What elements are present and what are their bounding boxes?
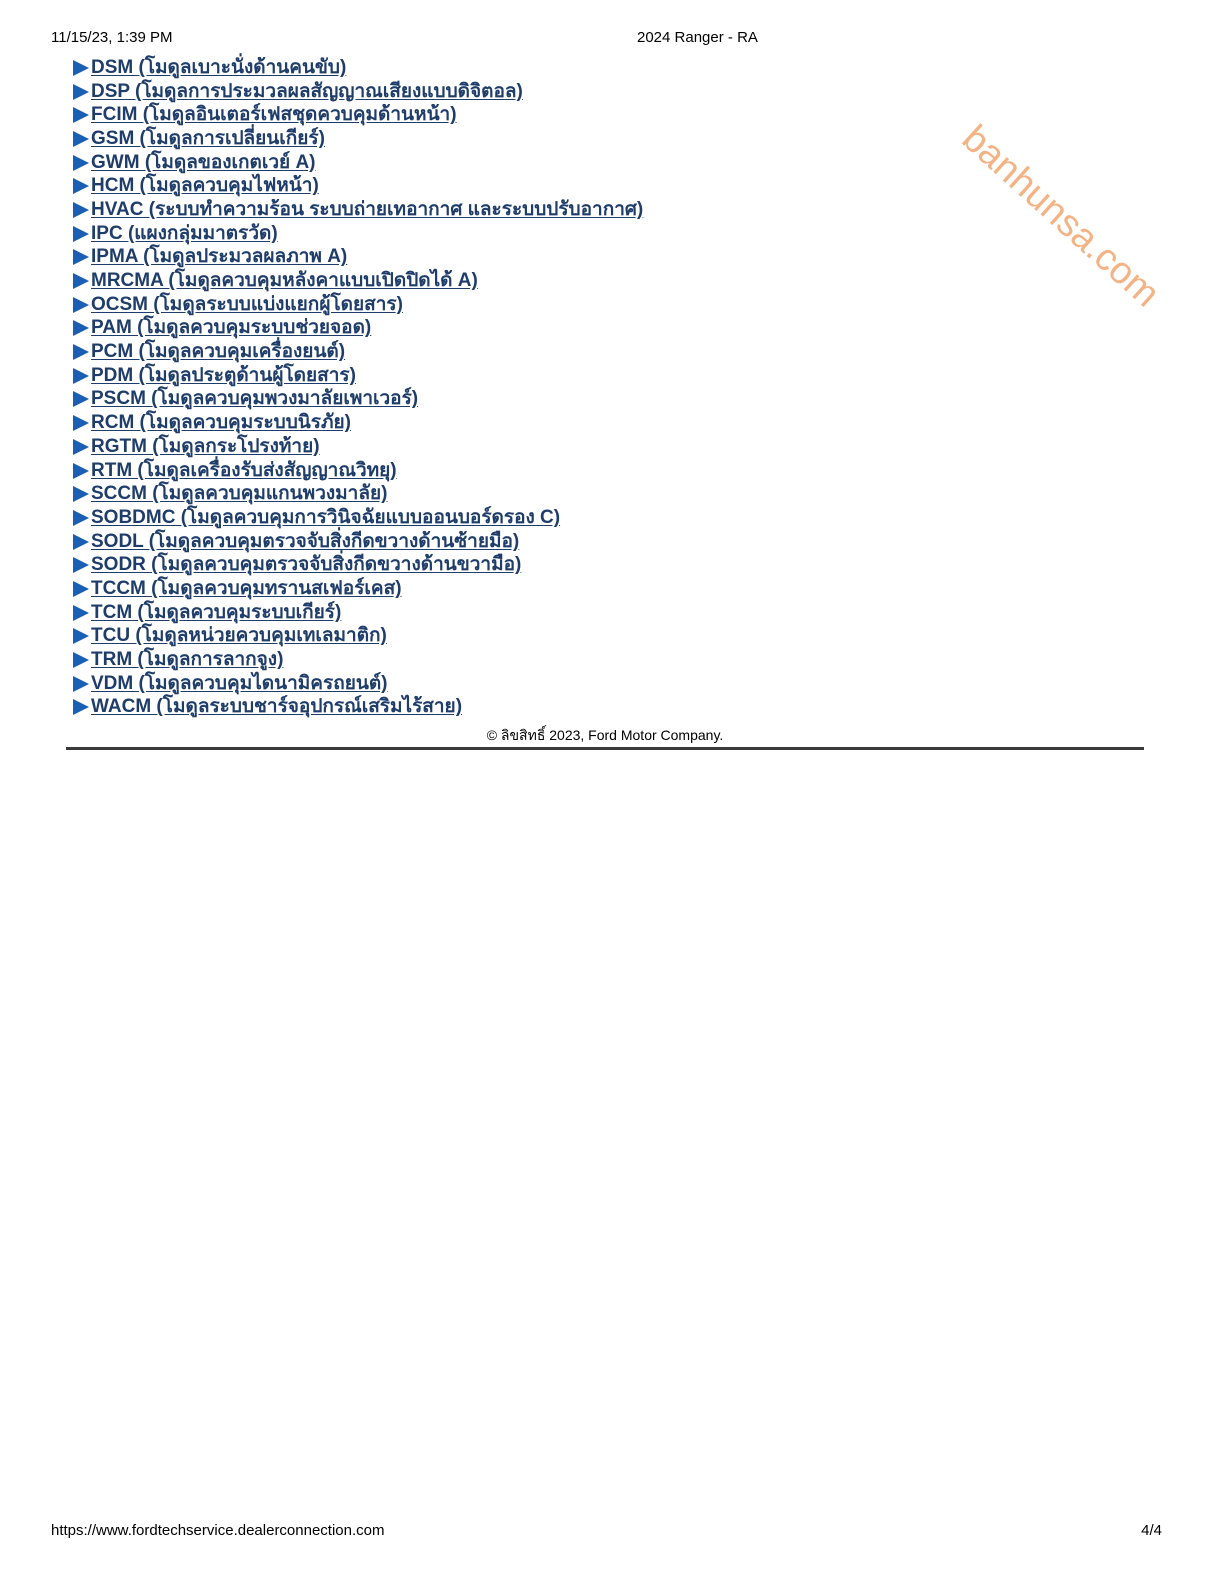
module-list-item [73,435,643,459]
module-list-item [73,151,643,175]
arrow-right-icon [73,391,89,407]
copyright-notice: © ลิขสิทธิ์ 2023, Ford Motor Company. [486,727,724,743]
module-link[interactable]: GWM (โมดูลของเกตเวย์ A) [91,151,316,173]
module-link[interactable]: RGTM (โมดูลกระโปรงท้าย) [91,435,320,457]
arrow-right-icon [73,155,89,171]
module-link[interactable]: RCM (โมดูลควบคุมระบบนิรภัย) [91,412,351,434]
arrow-right-icon [73,510,89,526]
module-link[interactable]: SOBDMC (โมดูลควบคุมการวินิจฉัยแบบออนบอร์ดรอง C) [91,506,561,528]
module-link[interactable]: IPMA (โมดูลประมวลผลภาพ A) [91,246,348,268]
module-list-item [73,625,643,649]
arrow-right-icon [73,273,89,289]
arrow-right-icon [73,605,89,621]
module-list-item [73,553,643,577]
module-list-item [73,246,643,270]
module-list-item [73,80,643,104]
module-link[interactable]: SCCM (โมดูลควบคุมแกนพวงมาลัย) [91,483,388,505]
arrow-right-icon [73,439,89,455]
module-list-item [73,198,643,222]
module-list-item [73,174,643,198]
module-list-item [73,340,643,364]
arrow-right-icon [73,297,89,313]
module-link[interactable]: PAM (โมดูลควบคุมระบบช่วยจอด) [91,317,372,339]
module-link[interactable]: TRM (โมดูลการลากจูง) [91,649,284,671]
module-list-item [73,56,643,80]
arrow-right-icon [73,107,89,123]
module-link[interactable]: SODR (โมดูลควบคุมตรวจจับสิ่งกีดขวางด้านขวามือ) [91,554,522,576]
print-page-number: 4/4 [1141,1522,1162,1539]
module-link[interactable]: FCIM (โมดูลอินเตอร์เฟสชุดควบคุมด้านหน้า) [91,104,457,126]
module-list-item [73,506,643,530]
module-link[interactable]: OCSM (โมดูลระบบแบ่งแยกผู้โดยสาร) [91,293,403,315]
module-list-item [73,317,643,341]
module-list-item [73,530,643,554]
module-list-item [73,577,643,601]
module-link[interactable]: SODL (โมดูลควบคุมตรวจจับสิ่งกีดขวางด้านซ้ายมือ) [91,530,520,552]
module-list-item [73,269,643,293]
module-list-item [73,696,643,720]
arrow-right-icon [73,415,89,431]
watermark: banhunsa.com [953,117,1168,316]
arrow-right-icon [73,202,89,218]
arrow-right-icon [73,652,89,668]
module-link[interactable]: WACM (โมดูลระบบชาร์จอุปกรณ์เสริมไร้สาย) [91,696,463,718]
arrow-right-icon [73,534,89,550]
print-datetime: 11/15/23, 1:39 PM [51,29,173,46]
module-link[interactable]: VDM (โมดูลควบคุมไดนามิครถยนต์) [91,672,388,694]
print-footer-url: https://www.fordtechservice.dealerconnection.com [51,1522,385,1539]
module-list-item [73,459,643,483]
module-list-item [73,672,643,696]
arrow-right-icon [73,84,89,100]
arrow-right-icon [73,226,89,242]
module-list-item [73,127,643,151]
module-list-item [73,411,643,435]
arrow-right-icon [73,699,89,715]
arrow-right-icon [73,178,89,194]
arrow-right-icon [73,249,89,265]
module-list-item [73,222,643,246]
module-link-list [73,56,643,719]
arrow-right-icon [73,628,89,644]
module-list-item [73,103,643,127]
module-link[interactable]: PSCM (โมดูลควบคุมพวงมาลัยเพาเวอร์) [91,388,419,410]
module-link[interactable]: GSM (โมดูลการเปลี่ยนเกียร์) [91,127,325,149]
module-link[interactable]: DSP (โมดูลการประมวลผลสัญญาณเสียงแบบดิจิตอล) [91,80,523,102]
arrow-right-icon [73,131,89,147]
module-list-item [73,601,643,625]
module-list-item [73,648,643,672]
module-link[interactable]: TCU (โมดูลหน่วยควบคุมเทเลมาติก) [91,625,387,647]
module-link[interactable]: DSM (โมดูลเบาะนั่งด้านคนขับ) [91,56,347,78]
module-link[interactable]: PDM (โมดูลประตูด้านผู้โดยสาร) [91,364,356,386]
module-link[interactable]: IPC (แผงกลุ่มมาตรวัด) [91,222,278,244]
arrow-right-icon [73,60,89,76]
arrow-right-icon [73,320,89,336]
module-link[interactable]: PCM (โมดูลควบคุมเครื่องยนต์) [91,341,346,363]
module-list-item [73,388,643,412]
arrow-right-icon [73,463,89,479]
arrow-right-icon [73,676,89,692]
module-link[interactable]: RTM (โมดูลเครื่องรับส่งสัญญาณวิทยุ) [91,459,397,481]
module-list-item [73,364,643,388]
module-link[interactable]: MRCMA (โมดูลควบคุมหลังคาแบบเปิดปิดได้ A) [91,270,478,292]
arrow-right-icon [73,368,89,384]
module-list-item [73,482,643,506]
arrow-right-icon [73,486,89,502]
module-link[interactable]: TCM (โมดูลควบคุมระบบเกียร์) [91,601,342,623]
module-link[interactable]: HCM (โมดูลควบคุมไฟหน้า) [91,175,319,197]
module-list-item [73,293,643,317]
divider-rule [66,747,1144,750]
arrow-right-icon [73,557,89,573]
arrow-right-icon [73,344,89,360]
module-link[interactable]: TCCM (โมดูลควบคุมทรานสเฟอร์เคส) [91,577,402,599]
module-link[interactable]: HVAC (ระบบทำความร้อน ระบบถ่ายเทอากาศ และระบบปรับอากาศ) [91,198,644,220]
arrow-right-icon [73,581,89,597]
print-document-title: 2024 Ranger - RA [637,29,758,46]
